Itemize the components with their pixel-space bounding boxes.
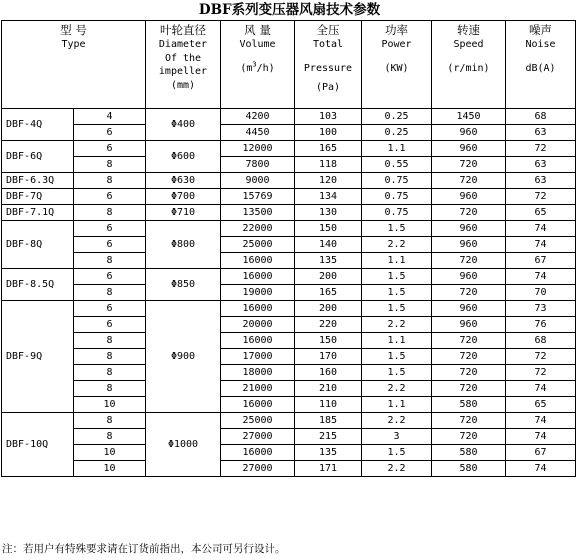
pressure-cell: 135: [295, 253, 362, 269]
volume-cell: 15769: [221, 189, 295, 205]
volume-cell: 16000: [221, 333, 295, 349]
noise-cell: 72: [506, 365, 576, 381]
speed-cell: 720: [432, 429, 506, 445]
volume-cell: 13500: [221, 205, 295, 221]
pressure-cell: 210: [295, 381, 362, 397]
noise-cell: 74: [506, 413, 576, 429]
table-row: [2, 413, 576, 429]
model-cell: DBF-7.1Q: [2, 205, 74, 221]
noise-cell: 72: [506, 349, 576, 365]
pressure-cell: 185: [295, 413, 362, 429]
noise-cell: 72: [506, 189, 576, 205]
volume-cell: 9000: [221, 173, 295, 189]
poles-cell: 8: [74, 365, 146, 381]
table-row: [2, 173, 576, 189]
pressure-cell: 130: [295, 205, 362, 221]
poles-cell: 6: [74, 301, 146, 317]
poles-cell: 8: [74, 381, 146, 397]
speed-cell: 960: [432, 189, 506, 205]
speed-cell: 1450: [432, 109, 506, 125]
table-row: [2, 285, 576, 301]
volume-cell: 25000: [221, 413, 295, 429]
power-cell: 1.5: [362, 221, 432, 237]
model-cell: DBF-8.5Q: [2, 269, 74, 301]
power-cell: 0.55: [362, 157, 432, 173]
table-row: [2, 237, 576, 253]
power-cell: 1.5: [362, 349, 432, 365]
pressure-cell: 171: [295, 461, 362, 477]
speed-cell: 960: [432, 141, 506, 157]
volume-cell: 27000: [221, 461, 295, 477]
speed-cell: 960: [432, 301, 506, 317]
volume-cell: 18000: [221, 365, 295, 381]
poles-cell: 10: [74, 445, 146, 461]
power-cell: 1.5: [362, 445, 432, 461]
power-cell: 1.5: [362, 269, 432, 285]
power-cell: 1.5: [362, 365, 432, 381]
power-cell: 3: [362, 429, 432, 445]
noise-cell: 65: [506, 397, 576, 413]
poles-cell: 6: [74, 317, 146, 333]
pressure-cell: 170: [295, 349, 362, 365]
noise-cell: 74: [506, 269, 576, 285]
pressure-cell: 140: [295, 237, 362, 253]
noise-cell: 68: [506, 109, 576, 125]
model-cell: DBF-6Q: [2, 141, 74, 173]
table-title: DBF系列变压器风扇技术参数: [198, 2, 381, 18]
poles-cell: 8: [74, 285, 146, 301]
model-cell: DBF-7Q: [2, 189, 74, 205]
noise-cell: 74: [506, 221, 576, 237]
poles-cell: 4: [74, 109, 146, 125]
power-cell: 0.25: [362, 125, 432, 141]
noise-cell: 73: [506, 301, 576, 317]
volume-cell: 16000: [221, 445, 295, 461]
table-row: [2, 125, 576, 141]
header-row: [2, 21, 576, 109]
pressure-cell: 120: [295, 173, 362, 189]
volume-cell: 20000: [221, 317, 295, 333]
volume-cell: 21000: [221, 381, 295, 397]
noise-cell: 67: [506, 253, 576, 269]
noise-cell: 74: [506, 381, 576, 397]
volume-cell: 7800: [221, 157, 295, 173]
table-row: [2, 349, 576, 365]
diameter-cell: Φ700: [146, 189, 221, 205]
model-cell: DBF-6.3Q: [2, 173, 74, 189]
diameter-cell: Φ600: [146, 141, 221, 173]
power-cell: 0.75: [362, 205, 432, 221]
header-volume: 风 量 Volume $(m^3/h)$: [221, 21, 295, 109]
diameter-cell: Φ710: [146, 205, 221, 221]
poles-cell: 8: [74, 173, 146, 189]
volume-cell: 16000: [221, 397, 295, 413]
poles-cell: 8: [74, 253, 146, 269]
speed-cell: 720: [432, 285, 506, 301]
table-row: [2, 253, 576, 269]
table-row: [2, 221, 576, 237]
power-cell: 2.2: [362, 237, 432, 253]
noise-cell: 74: [506, 429, 576, 445]
header-speed: 转速 Speed (r/min): [432, 21, 506, 109]
speed-cell: 720: [432, 157, 506, 173]
poles-cell: 8: [74, 205, 146, 221]
diameter-cell: Φ400: [146, 109, 221, 141]
noise-cell: 67: [506, 445, 576, 461]
speed-cell: 580: [432, 397, 506, 413]
diameter-cell: Φ630: [146, 173, 221, 189]
speed-cell: 720: [432, 173, 506, 189]
power-cell: 1.1: [362, 333, 432, 349]
volume-cell: 17000: [221, 349, 295, 365]
header-noise: 噪声 Noise dB(A): [506, 21, 576, 109]
power-cell: 1.1: [362, 397, 432, 413]
noise-cell: 63: [506, 157, 576, 173]
pressure-cell: 220: [295, 317, 362, 333]
table-row: [2, 461, 576, 477]
power-cell: 1.5: [362, 285, 432, 301]
speed-cell: 960: [432, 269, 506, 285]
table-row: [2, 189, 576, 205]
poles-cell: 8: [74, 157, 146, 173]
speed-cell: 580: [432, 445, 506, 461]
poles-cell: 6: [74, 125, 146, 141]
volume-unit: $(m^3/h)$: [240, 60, 275, 74]
model-cell: DBF-4Q: [2, 109, 74, 141]
power-cell: 1.1: [362, 253, 432, 269]
pressure-cell: 165: [295, 141, 362, 157]
power-cell: 2.2: [362, 461, 432, 477]
noise-cell: 63: [506, 125, 576, 141]
header-pressure: 全压 Total Pressure (Pa): [295, 21, 362, 109]
volume-cell: 16000: [221, 301, 295, 317]
model-cell: DBF-9Q: [2, 301, 74, 413]
pressure-cell: 200: [295, 269, 362, 285]
speed-cell: 960: [432, 317, 506, 333]
diameter-cell: Φ800: [146, 221, 221, 269]
poles-cell: 8: [74, 333, 146, 349]
speed-cell: 720: [432, 333, 506, 349]
table-row: [2, 365, 576, 381]
volume-cell: 16000: [221, 253, 295, 269]
poles-cell: 6: [74, 189, 146, 205]
volume-cell: 22000: [221, 221, 295, 237]
pressure-cell: 200: [295, 301, 362, 317]
table-row: [2, 381, 576, 397]
speed-cell: 720: [432, 413, 506, 429]
power-cell: 0.75: [362, 189, 432, 205]
table-row: [2, 269, 576, 285]
speed-cell: 580: [432, 461, 506, 477]
model-cell: DBF-8Q: [2, 221, 74, 269]
power-cell: 2.2: [362, 413, 432, 429]
volume-cell: 25000: [221, 237, 295, 253]
power-cell: 1.1: [362, 141, 432, 157]
noise-cell: 70: [506, 285, 576, 301]
pressure-cell: 100: [295, 125, 362, 141]
table-row: [2, 141, 576, 157]
poles-cell: 8: [74, 349, 146, 365]
spec-table: [1, 20, 576, 477]
power-cell: 2.2: [362, 381, 432, 397]
footnote: 注：若用户有特殊要求请在订货前指出，本公司可另行设计。: [2, 543, 286, 555]
pressure-cell: 215: [295, 429, 362, 445]
poles-cell: 6: [74, 269, 146, 285]
pressure-cell: 150: [295, 333, 362, 349]
table-row: [2, 301, 576, 317]
table-row: [2, 109, 576, 125]
pressure-cell: 110: [295, 397, 362, 413]
pressure-cell: 135: [295, 445, 362, 461]
pressure-cell: 160: [295, 365, 362, 381]
table-row: [2, 205, 576, 221]
speed-cell: 720: [432, 381, 506, 397]
table-row: [2, 429, 576, 445]
pressure-cell: 150: [295, 221, 362, 237]
header-power: 功率 Power (KW): [362, 21, 432, 109]
diameter-cell: Φ850: [146, 269, 221, 301]
poles-cell: 6: [74, 141, 146, 157]
volume-cell: 4450: [221, 125, 295, 141]
poles-cell: 8: [74, 413, 146, 429]
noise-cell: 65: [506, 205, 576, 221]
table-row: [2, 397, 576, 413]
speed-cell: 960: [432, 125, 506, 141]
table-row: [2, 333, 576, 349]
power-cell: 0.25: [362, 109, 432, 125]
poles-cell: 10: [74, 461, 146, 477]
power-cell: 0.75: [362, 173, 432, 189]
noise-cell: 74: [506, 237, 576, 253]
noise-cell: 74: [506, 461, 576, 477]
volume-cell: 12000: [221, 141, 295, 157]
speed-cell: 720: [432, 253, 506, 269]
poles-cell: 8: [74, 429, 146, 445]
table-row: [2, 317, 576, 333]
speed-cell: 720: [432, 365, 506, 381]
noise-cell: 76: [506, 317, 576, 333]
noise-cell: 68: [506, 333, 576, 349]
speed-cell: 960: [432, 221, 506, 237]
speed-cell: 720: [432, 349, 506, 365]
volume-cell: 19000: [221, 285, 295, 301]
volume-cell: 27000: [221, 429, 295, 445]
pressure-cell: 103: [295, 109, 362, 125]
volume-cell: 16000: [221, 269, 295, 285]
diameter-cell: Φ900: [146, 301, 221, 413]
poles-cell: 10: [74, 397, 146, 413]
speed-cell: 720: [432, 205, 506, 221]
power-cell: 2.2: [362, 317, 432, 333]
pressure-cell: 134: [295, 189, 362, 205]
noise-cell: 72: [506, 141, 576, 157]
diameter-cell: Φ1000: [146, 413, 221, 477]
poles-cell: 6: [74, 221, 146, 237]
table-row: [2, 157, 576, 173]
noise-cell: 63: [506, 173, 576, 189]
model-cell: DBF-10Q: [2, 413, 74, 477]
volume-cell: 4200: [221, 109, 295, 125]
pressure-cell: 118: [295, 157, 362, 173]
poles-cell: 6: [74, 237, 146, 253]
table-row: [2, 445, 576, 461]
power-cell: 1.5: [362, 301, 432, 317]
header-diameter: 叶轮直径 Diameter Of the impeller (mm): [146, 21, 221, 109]
speed-cell: 960: [432, 237, 506, 253]
header-type: 型 号 Type: [2, 21, 146, 109]
pressure-cell: 165: [295, 285, 362, 301]
spec-table-wrapper: [1, 20, 576, 477]
